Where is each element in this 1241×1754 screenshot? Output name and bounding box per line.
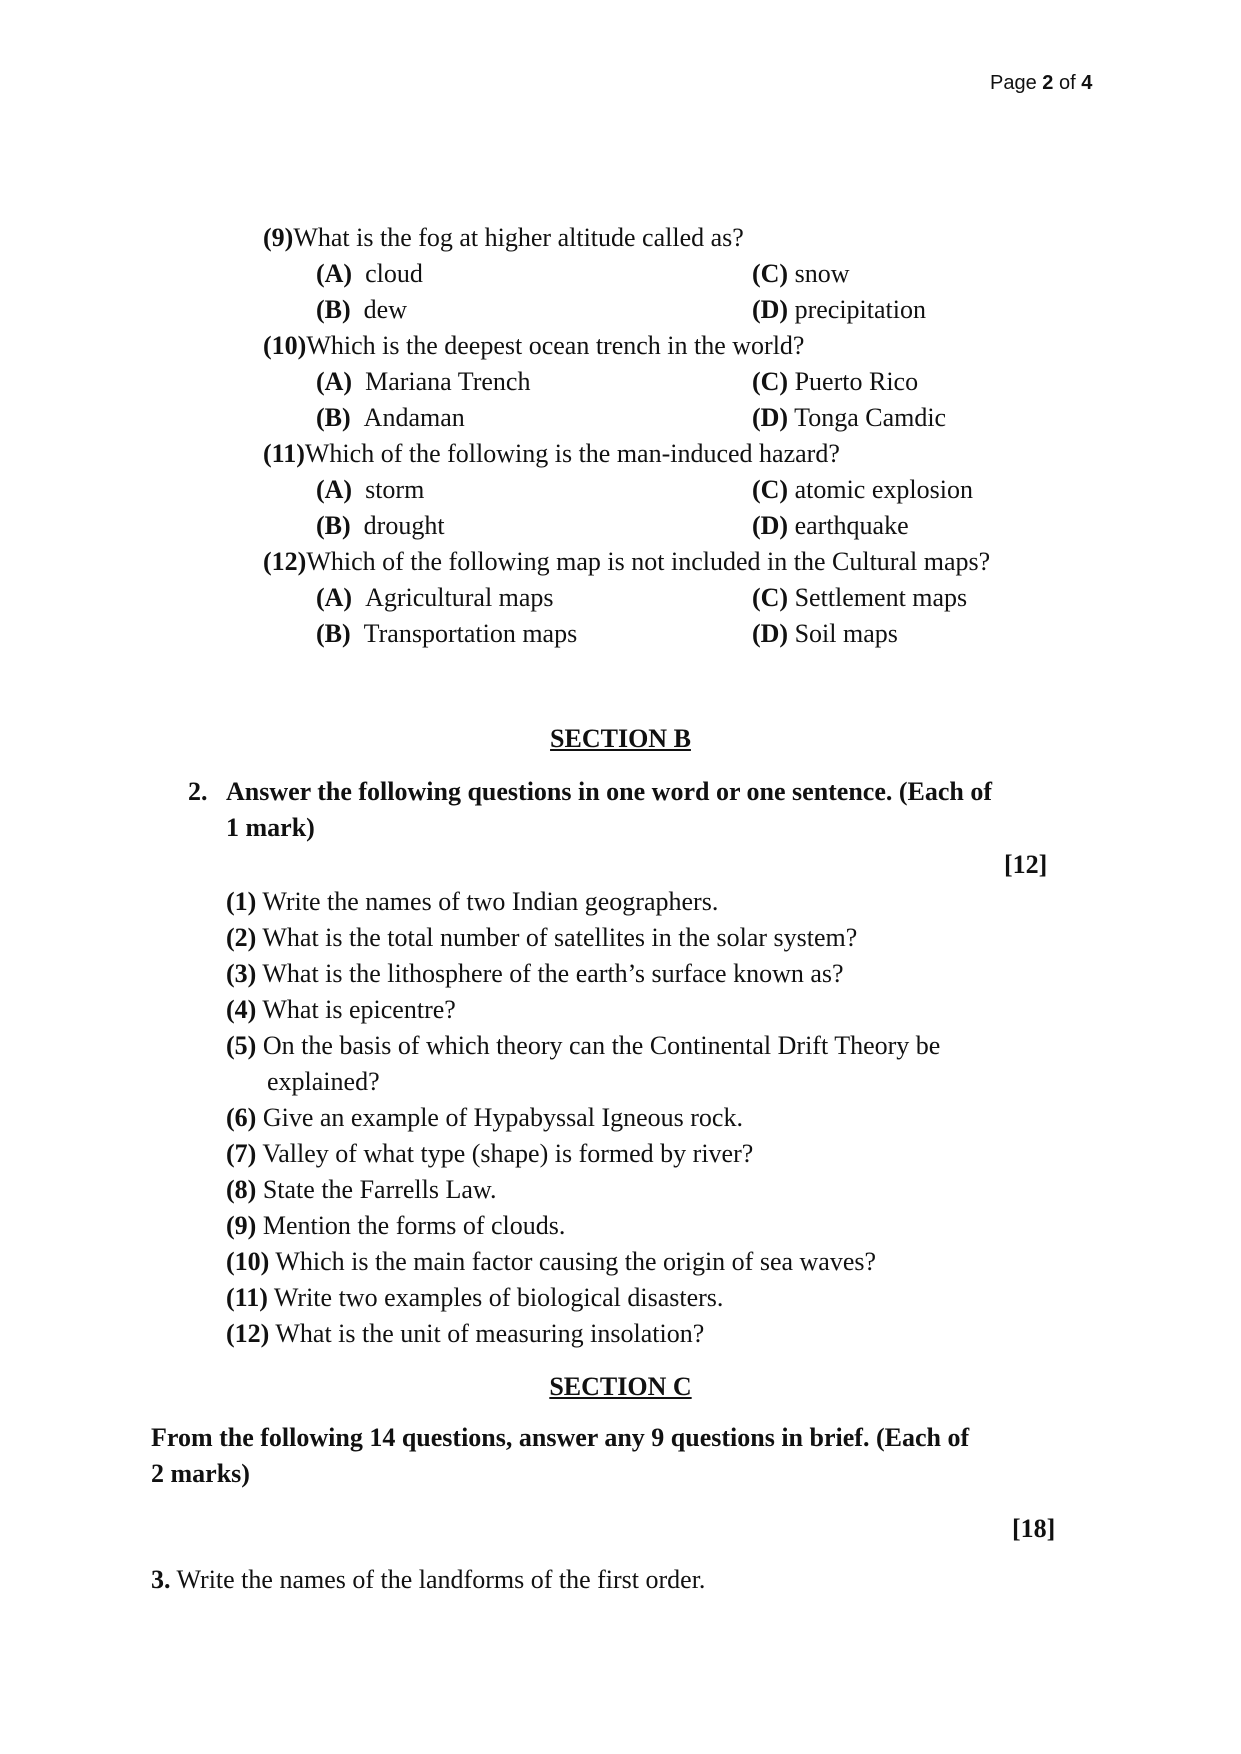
section-b-question-number: 2. (188, 777, 208, 806)
list-item: (8) State the Farrells Law. (226, 1175, 497, 1204)
mcq-option-a: (A) Agricultural maps (316, 583, 554, 612)
list-item-continuation: explained? (267, 1067, 380, 1096)
page-number: Page 2 of 4 (990, 72, 1093, 94)
mcq-option-d: (D) Soil maps (752, 619, 898, 648)
section-c-marks: [18] (1012, 1514, 1056, 1543)
list-item: (5) On the basis of which theory can the Continental Drift Theory be (226, 1031, 941, 1060)
section-c-question-3: 3. Write the names of the landforms of the first order. (151, 1565, 706, 1594)
section-b-instruction: Answer the following questions in one word or one sentence. (Each of (226, 777, 993, 806)
mcq-question: (10)Which is the deepest ocean trench in the world? (263, 331, 805, 360)
section-b-heading: SECTION B (550, 724, 691, 753)
list-item: (3) What is the lithosphere of the earth’s surface known as? (226, 959, 844, 988)
list-item: (2) What is the total number of satellites in the solar system? (226, 923, 858, 952)
list-item: (11) Write two examples of biological disasters. (226, 1283, 724, 1312)
mcq-option-c: (C) Puerto Rico (752, 367, 919, 396)
section-c-instruction-cont: 2 marks) (151, 1459, 250, 1488)
list-item: (6) Give an example of Hypabyssal Igneous rock. (226, 1103, 743, 1132)
mcq-question: (11)Which of the following is the man-induced hazard? (263, 439, 840, 468)
list-item: (1) Write the names of two Indian geographers. (226, 887, 719, 916)
mcq-option-c: (C) snow (752, 259, 850, 288)
mcq-option-b: (B) Transportation maps (316, 619, 578, 648)
mcq-option-d: (D) precipitation (752, 295, 926, 324)
list-item: (4) What is epicentre? (226, 995, 456, 1024)
mcq-option-d: (D) Tonga Camdic (752, 403, 947, 432)
list-item: (7) Valley of what type (shape) is formed by river? (226, 1139, 754, 1168)
section-b-marks: [12] (1004, 850, 1048, 879)
list-item: (9) Mention the forms of clouds. (226, 1211, 566, 1240)
section-b-instruction-cont: 1 mark) (226, 813, 315, 842)
mcq-option-c: (C) Settlement maps (752, 583, 968, 612)
section-c-instruction: From the following 14 questions, answer any 9 questions in brief. (Each of (151, 1423, 970, 1452)
section-c-heading: SECTION C (549, 1372, 692, 1401)
mcq-question: (12)Which of the following map is not included in the Cultural maps? (263, 547, 991, 576)
list-item: (10) Which is the main factor causing the origin of sea waves? (226, 1247, 877, 1276)
mcq-option-a: (A) cloud (316, 259, 423, 288)
mcq-option-b: (B) Andaman (316, 403, 465, 432)
mcq-question: (9)What is the fog at higher altitude called as? (263, 223, 744, 252)
mcq-option-a: (A) storm (316, 475, 425, 504)
list-item: (12) What is the unit of measuring insolation? (226, 1319, 705, 1348)
mcq-option-b: (B) drought (316, 511, 445, 540)
mcq-option-b: (B) dew (316, 295, 407, 324)
mcq-option-c: (C) atomic explosion (752, 475, 973, 504)
mcq-option-a: (A) Mariana Trench (316, 367, 531, 396)
mcq-option-d: (D) earthquake (752, 511, 909, 540)
